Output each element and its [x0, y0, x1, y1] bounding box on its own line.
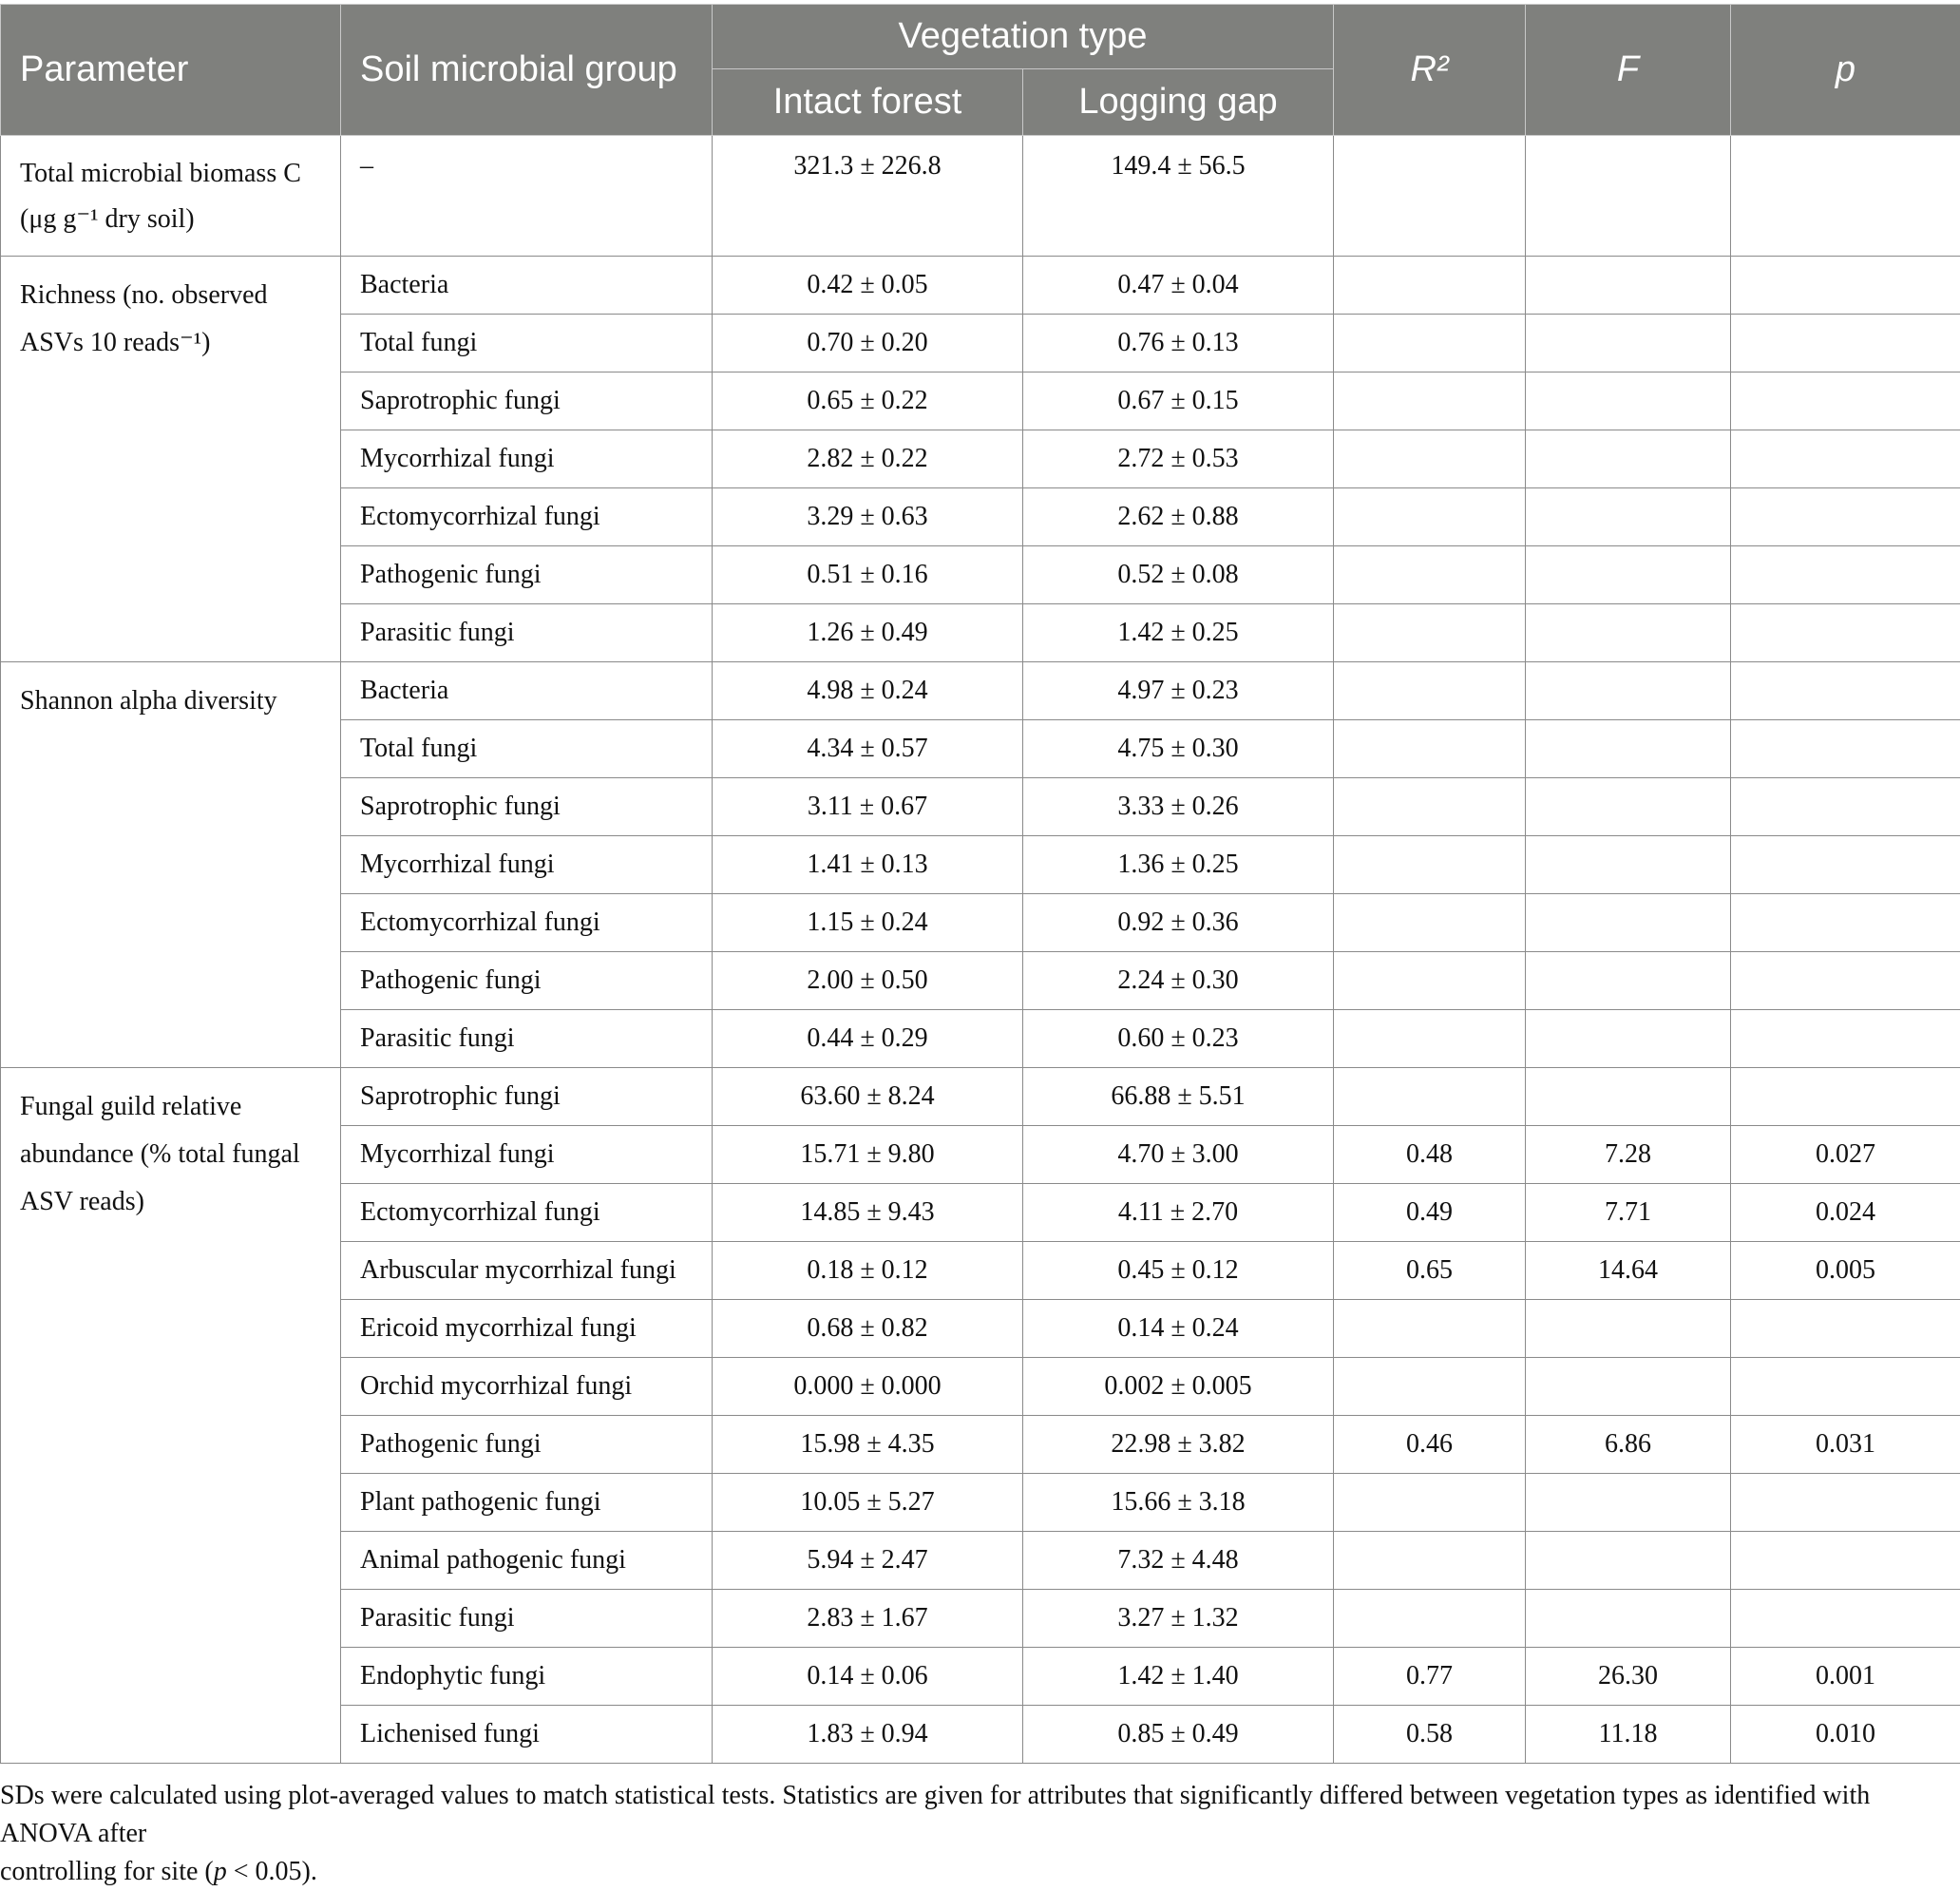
cell-intact: 0.44 ± 0.29 — [713, 1010, 1023, 1068]
cell-intact: 15.71 ± 9.80 — [713, 1126, 1023, 1184]
cell-f — [1526, 546, 1731, 604]
header-p-text: p — [1836, 49, 1855, 89]
cell-logging: 0.85 ± 0.49 — [1023, 1706, 1334, 1764]
cell-logging: 0.47 ± 0.04 — [1023, 257, 1334, 315]
cell-p: 0.001 — [1731, 1648, 1960, 1706]
cell-intact: 0.51 ± 0.16 — [713, 546, 1023, 604]
footnote-line2-pre: controlling for site ( — [0, 1857, 214, 1886]
cell-r2 — [1334, 1590, 1526, 1648]
cell-group: Parasitic fungi — [341, 1010, 713, 1068]
table-row — [1, 1068, 1960, 1126]
section-biomass — [1, 136, 341, 257]
cell-group: Saprotrophic fungi — [341, 1068, 713, 1126]
cell-logging: 4.11 ± 2.70 — [1023, 1184, 1334, 1242]
cell-f: 7.71 — [1526, 1184, 1731, 1242]
cell-f — [1526, 315, 1731, 372]
cell-p — [1731, 1358, 1960, 1416]
cell-f — [1526, 894, 1731, 952]
cell-f — [1526, 372, 1731, 430]
cell-logging: 7.32 ± 4.48 — [1023, 1532, 1334, 1590]
cell-logging: 1.42 ± 0.25 — [1023, 604, 1334, 662]
table-header — [1, 5, 1960, 136]
cell-group: Pathogenic fungi — [341, 546, 713, 604]
cell-intact: 3.11 ± 0.67 — [713, 778, 1023, 836]
header-f-text: F — [1617, 49, 1639, 89]
section-label: ASVs 10 reads⁻¹) — [20, 328, 210, 357]
header-group: Soil microbial group — [341, 5, 713, 136]
cell-r2 — [1334, 1300, 1526, 1358]
section-label: Richness (no. observed — [20, 280, 268, 310]
table-row — [1, 257, 1960, 315]
cell-p — [1731, 604, 1960, 662]
table-row — [1, 662, 1960, 720]
cell-logging: 0.92 ± 0.36 — [1023, 894, 1334, 952]
cell-p — [1731, 952, 1960, 1010]
cell-r2: 0.65 — [1334, 1242, 1526, 1300]
cell-f — [1526, 778, 1731, 836]
cell-f — [1526, 1532, 1731, 1590]
cell-intact: 4.98 ± 0.24 — [713, 662, 1023, 720]
cell-p — [1731, 546, 1960, 604]
cell-intact: 1.15 ± 0.24 — [713, 894, 1023, 952]
cell-logging: 1.42 ± 1.40 — [1023, 1648, 1334, 1706]
cell-r2 — [1334, 836, 1526, 894]
header-parameter: Parameter — [1, 5, 341, 136]
cell-p — [1731, 257, 1960, 315]
cell-p: 0.027 — [1731, 1126, 1960, 1184]
cell-r2: 0.77 — [1334, 1648, 1526, 1706]
cell-r2 — [1334, 372, 1526, 430]
cell-group: Total fungi — [341, 720, 713, 778]
cell-p — [1731, 1590, 1960, 1648]
cell-group: Bacteria — [341, 257, 713, 315]
data-table — [0, 4, 1960, 1764]
cell-intact: 0.68 ± 0.82 — [713, 1300, 1023, 1358]
cell-group: Saprotrophic fungi — [341, 372, 713, 430]
table-container — [0, 4, 1960, 1891]
cell-p — [1731, 488, 1960, 546]
section-label: Shannon alpha diversity — [20, 686, 277, 716]
header-logging-gap: Logging gap — [1023, 69, 1334, 136]
cell-r2 — [1334, 894, 1526, 952]
footnote-line2-post: < 0.05). — [227, 1857, 317, 1886]
cell-r2: 0.48 — [1334, 1126, 1526, 1184]
cell-r2 — [1334, 488, 1526, 546]
cell-p — [1731, 1068, 1960, 1126]
cell-p — [1731, 372, 1960, 430]
cell-logging: 2.24 ± 0.30 — [1023, 952, 1334, 1010]
header-p — [1731, 5, 1960, 136]
cell-f — [1526, 1474, 1731, 1532]
cell-intact: 3.29 ± 0.63 — [713, 488, 1023, 546]
cell-intact: 10.05 ± 5.27 — [713, 1474, 1023, 1532]
section-label: Total microbial biomass C — [20, 159, 301, 188]
cell-intact: 1.83 ± 0.94 — [713, 1706, 1023, 1764]
cell-r2: 0.49 — [1334, 1184, 1526, 1242]
cell-f: 7.28 — [1526, 1126, 1731, 1184]
cell-intact: 15.98 ± 4.35 — [713, 1416, 1023, 1474]
cell-f — [1526, 1300, 1731, 1358]
cell-p — [1731, 315, 1960, 372]
cell-logging: 0.76 ± 0.13 — [1023, 315, 1334, 372]
cell-group: Total fungi — [341, 315, 713, 372]
cell-logging: 4.70 ± 3.00 — [1023, 1126, 1334, 1184]
cell-p: 0.010 — [1731, 1706, 1960, 1764]
cell-r2 — [1334, 604, 1526, 662]
cell-logging: 2.62 ± 0.88 — [1023, 488, 1334, 546]
cell-p: 0.031 — [1731, 1416, 1960, 1474]
cell-p — [1731, 1010, 1960, 1068]
cell-logging: 4.75 ± 0.30 — [1023, 720, 1334, 778]
cell-group: Ericoid mycorrhizal fungi — [341, 1300, 713, 1358]
cell-group: Lichenised fungi — [341, 1706, 713, 1764]
cell-intact: 63.60 ± 8.24 — [713, 1068, 1023, 1126]
cell-f — [1526, 257, 1731, 315]
cell-logging: 15.66 ± 3.18 — [1023, 1474, 1334, 1532]
cell-f — [1526, 604, 1731, 662]
cell-logging: 3.33 ± 0.26 — [1023, 778, 1334, 836]
cell-group: Animal pathogenic fungi — [341, 1532, 713, 1590]
cell-p — [1731, 1300, 1960, 1358]
cell-r2 — [1334, 952, 1526, 1010]
section-richness — [1, 257, 341, 662]
cell-p — [1731, 778, 1960, 836]
cell-f: 14.64 — [1526, 1242, 1731, 1300]
cell-f — [1526, 662, 1731, 720]
cell-r2 — [1334, 1532, 1526, 1590]
section-shannon — [1, 662, 341, 1068]
cell-group: Ectomycorrhizal fungi — [341, 1184, 713, 1242]
cell-f — [1526, 836, 1731, 894]
cell-f — [1526, 1010, 1731, 1068]
cell-logging: 2.72 ± 0.53 — [1023, 430, 1334, 488]
cell-r2 — [1334, 1068, 1526, 1126]
table-row — [1, 136, 1960, 257]
cell-p — [1731, 836, 1960, 894]
cell-intact: 14.85 ± 9.43 — [713, 1184, 1023, 1242]
cell-r2 — [1334, 720, 1526, 778]
cell-f — [1526, 720, 1731, 778]
cell-p — [1731, 1532, 1960, 1590]
cell-p — [1731, 430, 1960, 488]
cell-f — [1526, 1068, 1731, 1126]
cell-f: 6.86 — [1526, 1416, 1731, 1474]
cell-logging: 0.67 ± 0.15 — [1023, 372, 1334, 430]
cell-r2 — [1334, 662, 1526, 720]
cell-r2 — [1334, 1474, 1526, 1532]
cell-r2: 0.58 — [1334, 1706, 1526, 1764]
cell-group: Pathogenic fungi — [341, 1416, 713, 1474]
cell-group: Arbuscular mycorrhizal fungi — [341, 1242, 713, 1300]
header-f — [1526, 5, 1731, 136]
cell-group: Pathogenic fungi — [341, 952, 713, 1010]
cell-r2 — [1334, 1358, 1526, 1416]
cell-f — [1526, 488, 1731, 546]
cell-group: Mycorrhizal fungi — [341, 430, 713, 488]
section-guild — [1, 1068, 341, 1764]
cell-intact: 4.34 ± 0.57 — [713, 720, 1023, 778]
cell-intact: 0.14 ± 0.06 — [713, 1648, 1023, 1706]
cell-group: Mycorrhizal fungi — [341, 836, 713, 894]
cell-group: Parasitic fungi — [341, 604, 713, 662]
cell-intact: 0.65 ± 0.22 — [713, 372, 1023, 430]
cell-intact: 0.000 ± 0.000 — [713, 1358, 1023, 1416]
cell-logging: 0.14 ± 0.24 — [1023, 1300, 1334, 1358]
cell-group: Mycorrhizal fungi — [341, 1126, 713, 1184]
cell-f: 26.30 — [1526, 1648, 1731, 1706]
header-intact-forest: Intact forest — [713, 69, 1023, 136]
cell-intact: 2.83 ± 1.67 — [713, 1590, 1023, 1648]
cell-logging: 4.97 ± 0.23 — [1023, 662, 1334, 720]
cell-intact: 0.42 ± 0.05 — [713, 257, 1023, 315]
header-vegetation-type: Vegetation type — [713, 5, 1334, 69]
cell-group: Ectomycorrhizal fungi — [341, 894, 713, 952]
cell-group: Endophytic fungi — [341, 1648, 713, 1706]
cell-p — [1731, 662, 1960, 720]
cell-intact: 2.00 ± 0.50 — [713, 952, 1023, 1010]
cell-logging: 66.88 ± 5.51 — [1023, 1068, 1334, 1126]
header-r2 — [1334, 5, 1526, 136]
cell-group: Ectomycorrhizal fungi — [341, 488, 713, 546]
cell-r2 — [1334, 315, 1526, 372]
cell-logging: 22.98 ± 3.82 — [1023, 1416, 1334, 1474]
cell-r2 — [1334, 430, 1526, 488]
header-r2-text: R² — [1410, 49, 1448, 89]
cell-p — [1731, 136, 1960, 257]
footnote-p-symbol: p — [214, 1857, 227, 1886]
cell-f — [1526, 1358, 1731, 1416]
cell-group: Plant pathogenic fungi — [341, 1474, 713, 1532]
cell-logging: 1.36 ± 0.25 — [1023, 836, 1334, 894]
cell-r2 — [1334, 546, 1526, 604]
cell-logging: 3.27 ± 1.32 — [1023, 1590, 1334, 1648]
cell-p: 0.024 — [1731, 1184, 1960, 1242]
cell-p — [1731, 894, 1960, 952]
cell-logging: 149.4 ± 56.5 — [1023, 136, 1334, 257]
cell-group: Bacteria — [341, 662, 713, 720]
section-label: Fungal guild relative — [20, 1092, 241, 1121]
section-label: abundance (% total fungal — [20, 1139, 300, 1169]
cell-r2 — [1334, 1010, 1526, 1068]
cell-intact: 5.94 ± 2.47 — [713, 1532, 1023, 1590]
cell-p — [1731, 720, 1960, 778]
table-footnote — [0, 1764, 1938, 1891]
cell-intact: 0.18 ± 0.12 — [713, 1242, 1023, 1300]
cell-intact: 2.82 ± 0.22 — [713, 430, 1023, 488]
cell-intact: 0.70 ± 0.20 — [713, 315, 1023, 372]
cell-intact: 1.41 ± 0.13 — [713, 836, 1023, 894]
cell-r2 — [1334, 257, 1526, 315]
cell-f: 11.18 — [1526, 1706, 1731, 1764]
cell-logging: 0.45 ± 0.12 — [1023, 1242, 1334, 1300]
cell-group: Parasitic fungi — [341, 1590, 713, 1648]
cell-group: Saprotrophic fungi — [341, 778, 713, 836]
cell-p: 0.005 — [1731, 1242, 1960, 1300]
cell-f — [1526, 952, 1731, 1010]
cell-r2: 0.46 — [1334, 1416, 1526, 1474]
cell-logging: 0.52 ± 0.08 — [1023, 546, 1334, 604]
cell-group: – — [341, 136, 713, 257]
cell-logging: 0.60 ± 0.23 — [1023, 1010, 1334, 1068]
table-body — [1, 136, 1960, 1764]
cell-logging: 0.002 ± 0.005 — [1023, 1358, 1334, 1416]
cell-r2 — [1334, 778, 1526, 836]
cell-p — [1731, 1474, 1960, 1532]
footnote-line1: SDs were calculated using plot-averaged values to match statistical tests. Statistics are given for attributes that significantly differed between vegetation types as identified with ANOVA after — [0, 1781, 1870, 1848]
cell-intact: 321.3 ± 226.8 — [713, 136, 1023, 257]
cell-f — [1526, 430, 1731, 488]
cell-group: Orchid mycorrhizal fungi — [341, 1358, 713, 1416]
cell-f — [1526, 1590, 1731, 1648]
cell-intact: 1.26 ± 0.49 — [713, 604, 1023, 662]
cell-f — [1526, 136, 1731, 257]
section-label: ASV reads) — [20, 1187, 144, 1216]
cell-r2 — [1334, 136, 1526, 257]
section-label: (μg g⁻¹ dry soil) — [20, 204, 195, 234]
